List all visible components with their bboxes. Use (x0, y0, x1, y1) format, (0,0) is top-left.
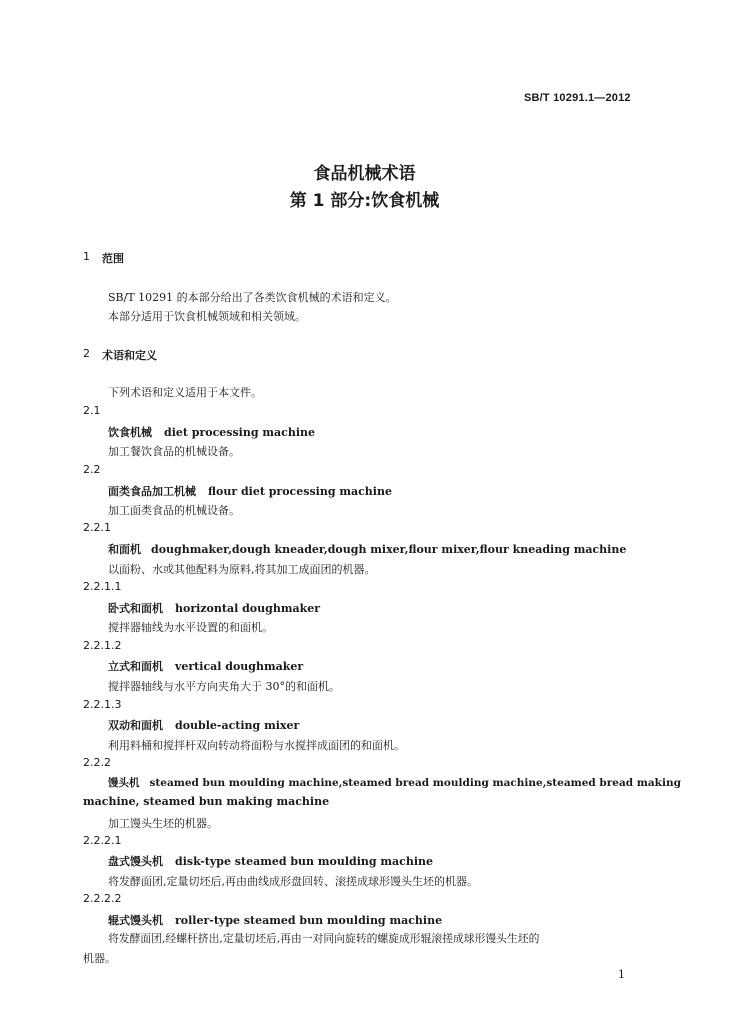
entry-number: 2.2.1.2 (83, 639, 122, 652)
term-en: doughmaker,dough kneader,dough mixer,flour mixer,flour kneading machine (151, 543, 627, 556)
entry-number: 2.2.1.1 (83, 580, 122, 593)
document-title: 食品机械术语 (313, 164, 416, 184)
term-en: horizontal doughmaker (175, 602, 321, 615)
term-zh: 盘式馒头机 (108, 855, 163, 868)
term (108, 717, 299, 733)
entry-number: 2.2.2 (83, 756, 111, 769)
term-zh: 立式和面机 (108, 660, 163, 673)
definition: 将发酵面团,定量切坯后,再由曲线成形盘回转、滚搓成球形馒头生坯的机器。 (108, 875, 478, 888)
definition-continuation: 机器。 (83, 952, 116, 965)
term (108, 912, 442, 928)
section-2-number: 2 (83, 347, 90, 360)
section-1-number: 1 (83, 250, 90, 263)
definition: 加工馒头生坯的机器。 (108, 817, 218, 830)
term-en: double-acting mixer (175, 719, 300, 732)
term-en: disk-type steamed bun moulding machine (175, 855, 434, 868)
term (108, 775, 681, 790)
term (108, 600, 320, 616)
term-zh: 馒头机 (108, 777, 140, 789)
definition: 搅拌器轴线为水平设置的和面机。 (108, 621, 273, 634)
entry-number: 2.2 (83, 463, 101, 476)
entry-number: 2.2.2.1 (83, 834, 122, 847)
paragraph: 下列术语和定义适用于本文件。 (108, 386, 262, 399)
section-1-heading: 范围 (102, 252, 124, 265)
term-zh: 和面机 (108, 543, 141, 556)
term (108, 658, 303, 674)
definition: 加工餐饮食品的机械设备。 (108, 445, 240, 458)
entry-number: 2.1 (83, 404, 101, 417)
entry-number: 2.2.1.3 (83, 698, 122, 711)
entry-number: 2.2.1 (83, 521, 111, 534)
term-en: flour diet processing machine (208, 485, 392, 498)
term-en: vertical doughmaker (175, 660, 304, 673)
section-2-heading: 术语和定义 (102, 349, 157, 362)
standard-number: SB/T 10291.1—2012 (524, 92, 631, 104)
term-en: diet processing machine (164, 426, 316, 439)
paragraph: 本部分适用于饮食机械领域和相关领域。 (108, 310, 306, 323)
definition: 加工面类食品的机械设备。 (108, 504, 240, 517)
definition: 以面粉、水或其他配料为原料,将其加工成面团的机器。 (108, 563, 376, 576)
term (108, 853, 433, 869)
definition: 将发酵面团,经螺杆挤出,定量切坯后,再由一对同向旋转的螺旋成形辊滚搓成球形馒头生坯的 (108, 932, 540, 945)
term-zh: 辊式馒头机 (108, 914, 163, 927)
term-zh: 双动和面机 (108, 719, 163, 732)
term-zh: 饮食机械 (108, 426, 152, 439)
term (108, 424, 315, 440)
term-zh: 面类食品加工机械 (108, 485, 196, 498)
definition: 搅拌器轴线与水平方向夹角大于 30°的和面机。 (108, 680, 340, 693)
term-zh: 卧式和面机 (108, 602, 163, 615)
entry-number: 2.2.2.2 (83, 892, 122, 905)
definition: 利用料桶和搅拌杆双向转动将面粉与水搅拌成面团的和面机。 (108, 739, 405, 752)
term-en: steamed bun moulding machine,steamed bread moulding machine,steamed bread making (149, 777, 681, 789)
paragraph: SB/T 10291 的本部分给出了各类饮食机械的术语和定义。 (108, 291, 397, 304)
term (108, 541, 626, 557)
term-en-continuation: machine, steamed bun making machine (83, 795, 330, 808)
term-en: roller-type steamed bun moulding machine (175, 914, 443, 927)
term (108, 483, 392, 499)
page-number: 1 (618, 968, 625, 981)
document-subtitle: 第 1 部分:饮食机械 (289, 191, 440, 211)
